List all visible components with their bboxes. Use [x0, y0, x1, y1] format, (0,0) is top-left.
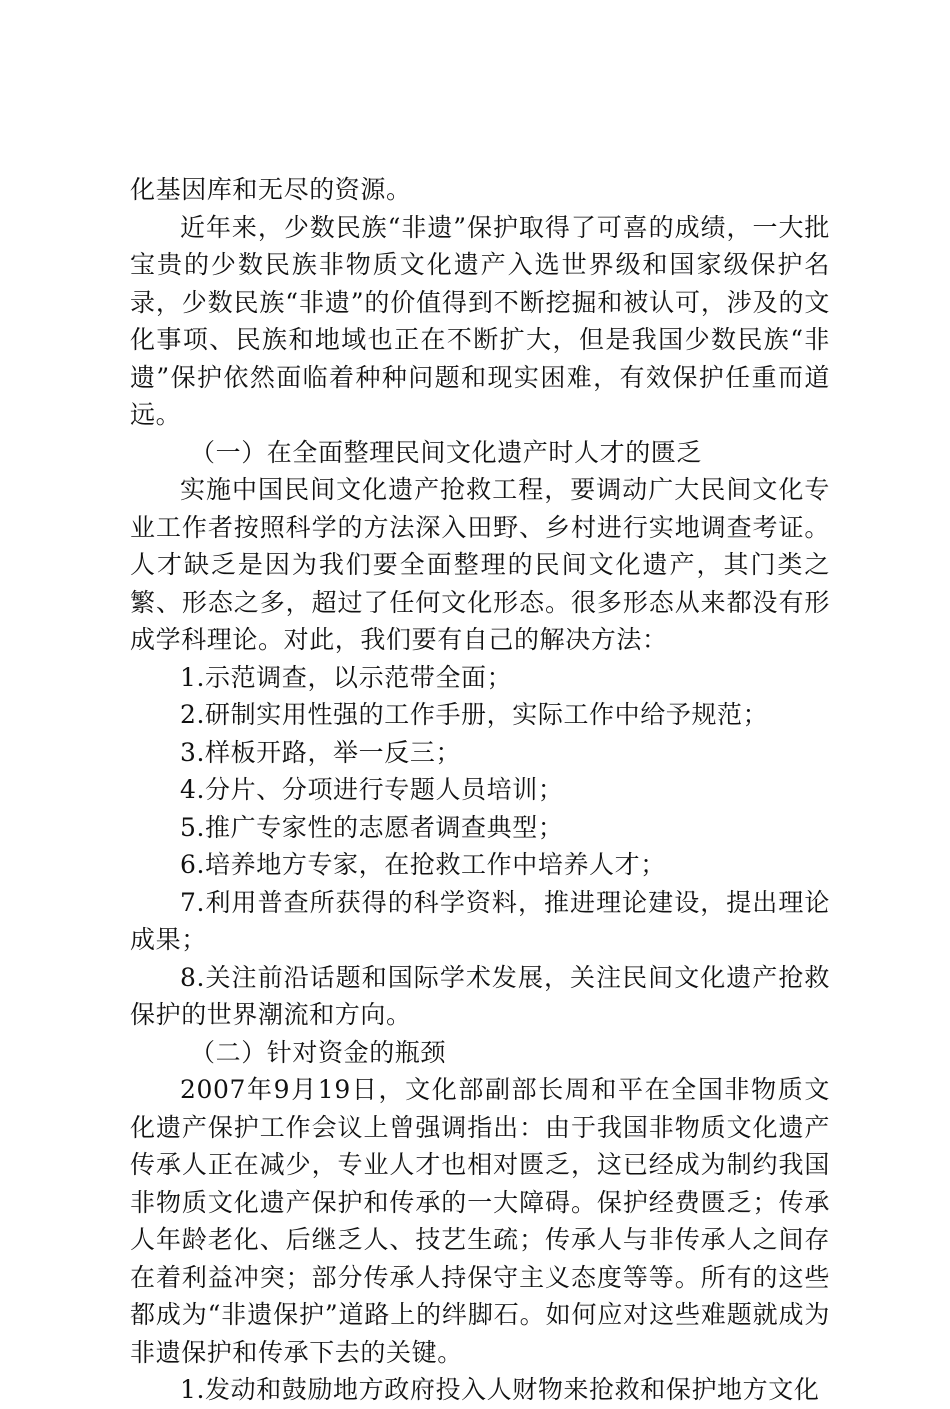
list-item: 3.样板开路，举一反三；	[180, 737, 462, 767]
list-item: 1.示范调查，以示范带全面；	[180, 662, 513, 692]
list-item: 6.培养地方专家，在抢救工作中培养人才；	[180, 850, 666, 879]
paragraph-continuation: 化基因库和无尽的资源。	[130, 175, 412, 204]
list-item: 5.推广专家性的志愿者调查典型；	[180, 812, 564, 842]
section-heading-funding-bottleneck: （二）针对资金的瓶颈	[190, 1037, 447, 1067]
paragraph-talent-shortage: 实施中国民间文化遗产抢救工程，要调动广大民间文化专业工作者按照科学的方法深入田野、乡村进行实地调查考证。人才缺乏是因为我们要全面整理的民间文化遗产，其门类之繁、形态之多，超过了任何文化形态。很多形态从来都没有形成学科理论。对此，我们要有自己的解决方法：	[130, 475, 830, 654]
list-item: 2.研制实用性强的工作手册，实际工作中给予规范；	[180, 700, 769, 729]
list-item: 7.利用普查所获得的科学资料，推进理论建设，提出理论成果；	[130, 887, 830, 954]
paragraph-intro: 近年来，少数民族“非遗”保护取得了可喜的成绩，一大批宝贵的少数民族非物质文化遗产入选世界级和国家级保护名录，少数民族“非遗”的价值得到不断挖掘和被认可，涉及的文化事项、民族和地域也正在不断扩大，但是我国少数民族“非遗”保护依然面临着种种问题和现实困难，有效保护任重而道远。	[130, 212, 830, 429]
document-body	[130, 171, 830, 1409]
paragraph-funding-bottleneck: 2007年9月19日，文化部副部长周和平在全国非物质文化遗产保护工作会议上曾强调指出：由于我国非物质文化遗产传承人正在减少，专业人才也相对匮乏，这已经成为制约我国非物质文化遗产保护和传承的一大障碍。保护经费匮乏；传承人年龄老化、后继乏人、技艺生疏；传承人与非传承人之间存在着利益冲突；部分传承人持保守主义态度等等。所有的这些都成为“非遗保护”道路上的绊脚石。如何应对这些难题就成为非遗保护和传承下去的关键。	[130, 1075, 830, 1367]
list-item: 1.发动和鼓励地方政府投入人财物来抢救和保护地方文化	[180, 1375, 820, 1404]
section-heading-talent-shortage: （一）在全面整理民间文化遗产时人才的匮乏	[190, 437, 703, 467]
list-item: 8.关注前沿话题和国际学术发展，关注民间文化遗产抢救保护的世界潮流和方向。	[130, 962, 830, 1029]
list-item: 4.分片、分项进行专题人员培训；	[180, 775, 564, 804]
